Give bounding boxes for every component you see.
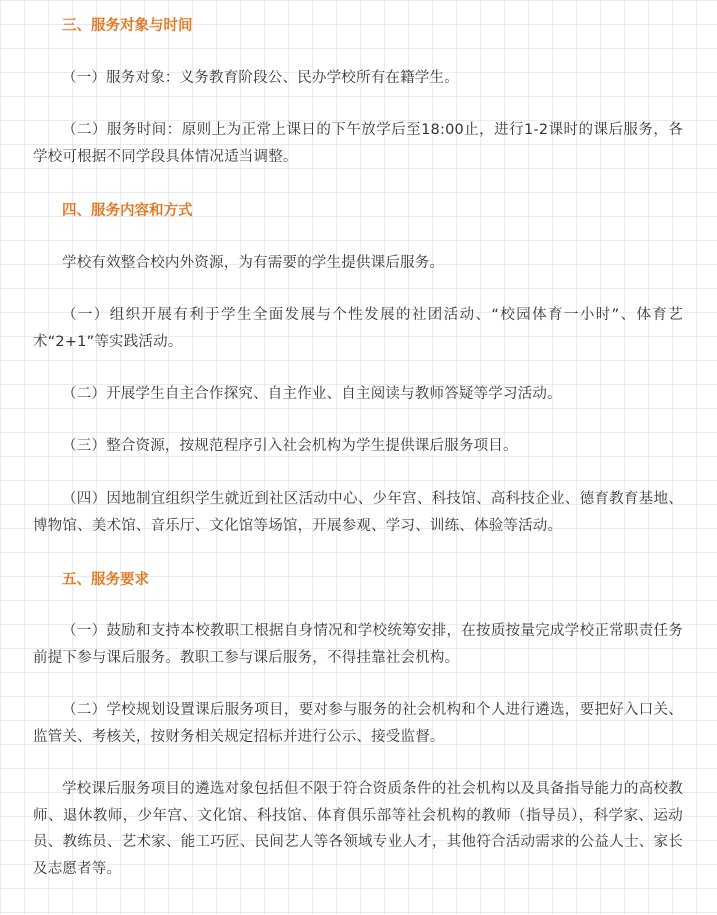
paragraph-service-target: （一）服务对象：义务教育阶段公、民办学校所有在籍学生。 [62,70,459,86]
paragraph-content-intro: 学校有效整合校内外资源，为有需要的学生提供课后服务。 [62,255,445,271]
paragraph-service-time: （二）服务时间：原则上为正常上课日的下午放学后至18:00止，进行1-2课时的课后服务，各学校可根据不同学段具体情况适当调整。 [33,122,683,165]
paragraph-content-2: （二）开展学生自主合作探究、自主作业、自主阅读与教师答疑等学习活动。 [62,386,562,402]
paragraph-content-4: （四）因地制宜组织学生就近到社区活动中心、少年宫、科技馆、高科技企业、德育教育基地、博物馆、美术馆、音乐厅、文化馆等场馆，开展参观、学习、训练、体验等活动。 [33,491,683,534]
paragraph-requirement-3: 学校课后服务项目的遴选对象包括但不限于符合资质条件的社会机构以及具备指导能力的高校教师、退休教师，少年宫、文化馆、科技馆、体育俱乐部等社会机构的教师（指导员），科学家、运动员、教练员、艺术家、能工巧匠、民间艺人等各领域专业人才，其他符合活动需求的公益人士、家长及志愿者等。 [33,781,683,877]
paragraph-content-3: （三）整合资源，按规范程序引入社会机构为学生提供课后服务项目。 [62,438,518,454]
paragraph-requirement-1: （一）鼓励和支持本校教职工根据自身情况和学校统筹安排，在按质按量完成学校正常职责任务前提下参与课后服务。教职工参与课后服务，不得挂靠社会机构。 [33,623,683,666]
paragraph-requirement-2: （二）学校规划设置课后服务项目，要对参与服务的社会机构和个人进行遴选，要把好入口关、监管关、考核关，按财务相关规定招标并进行公示、接受监督。 [33,702,683,745]
section-heading-service-target-time: 三、服务对象与时间 [62,18,193,34]
paragraph-content-1: （一）组织开展有利于学生全面发展与个性发展的社团活动、“校园体育一小时”、体育艺术“2+1”等实践活动。 [33,307,683,350]
section-heading-service-requirements: 五、服务要求 [62,572,149,588]
section-heading-service-content: 四、服务内容和方式 [62,203,193,219]
